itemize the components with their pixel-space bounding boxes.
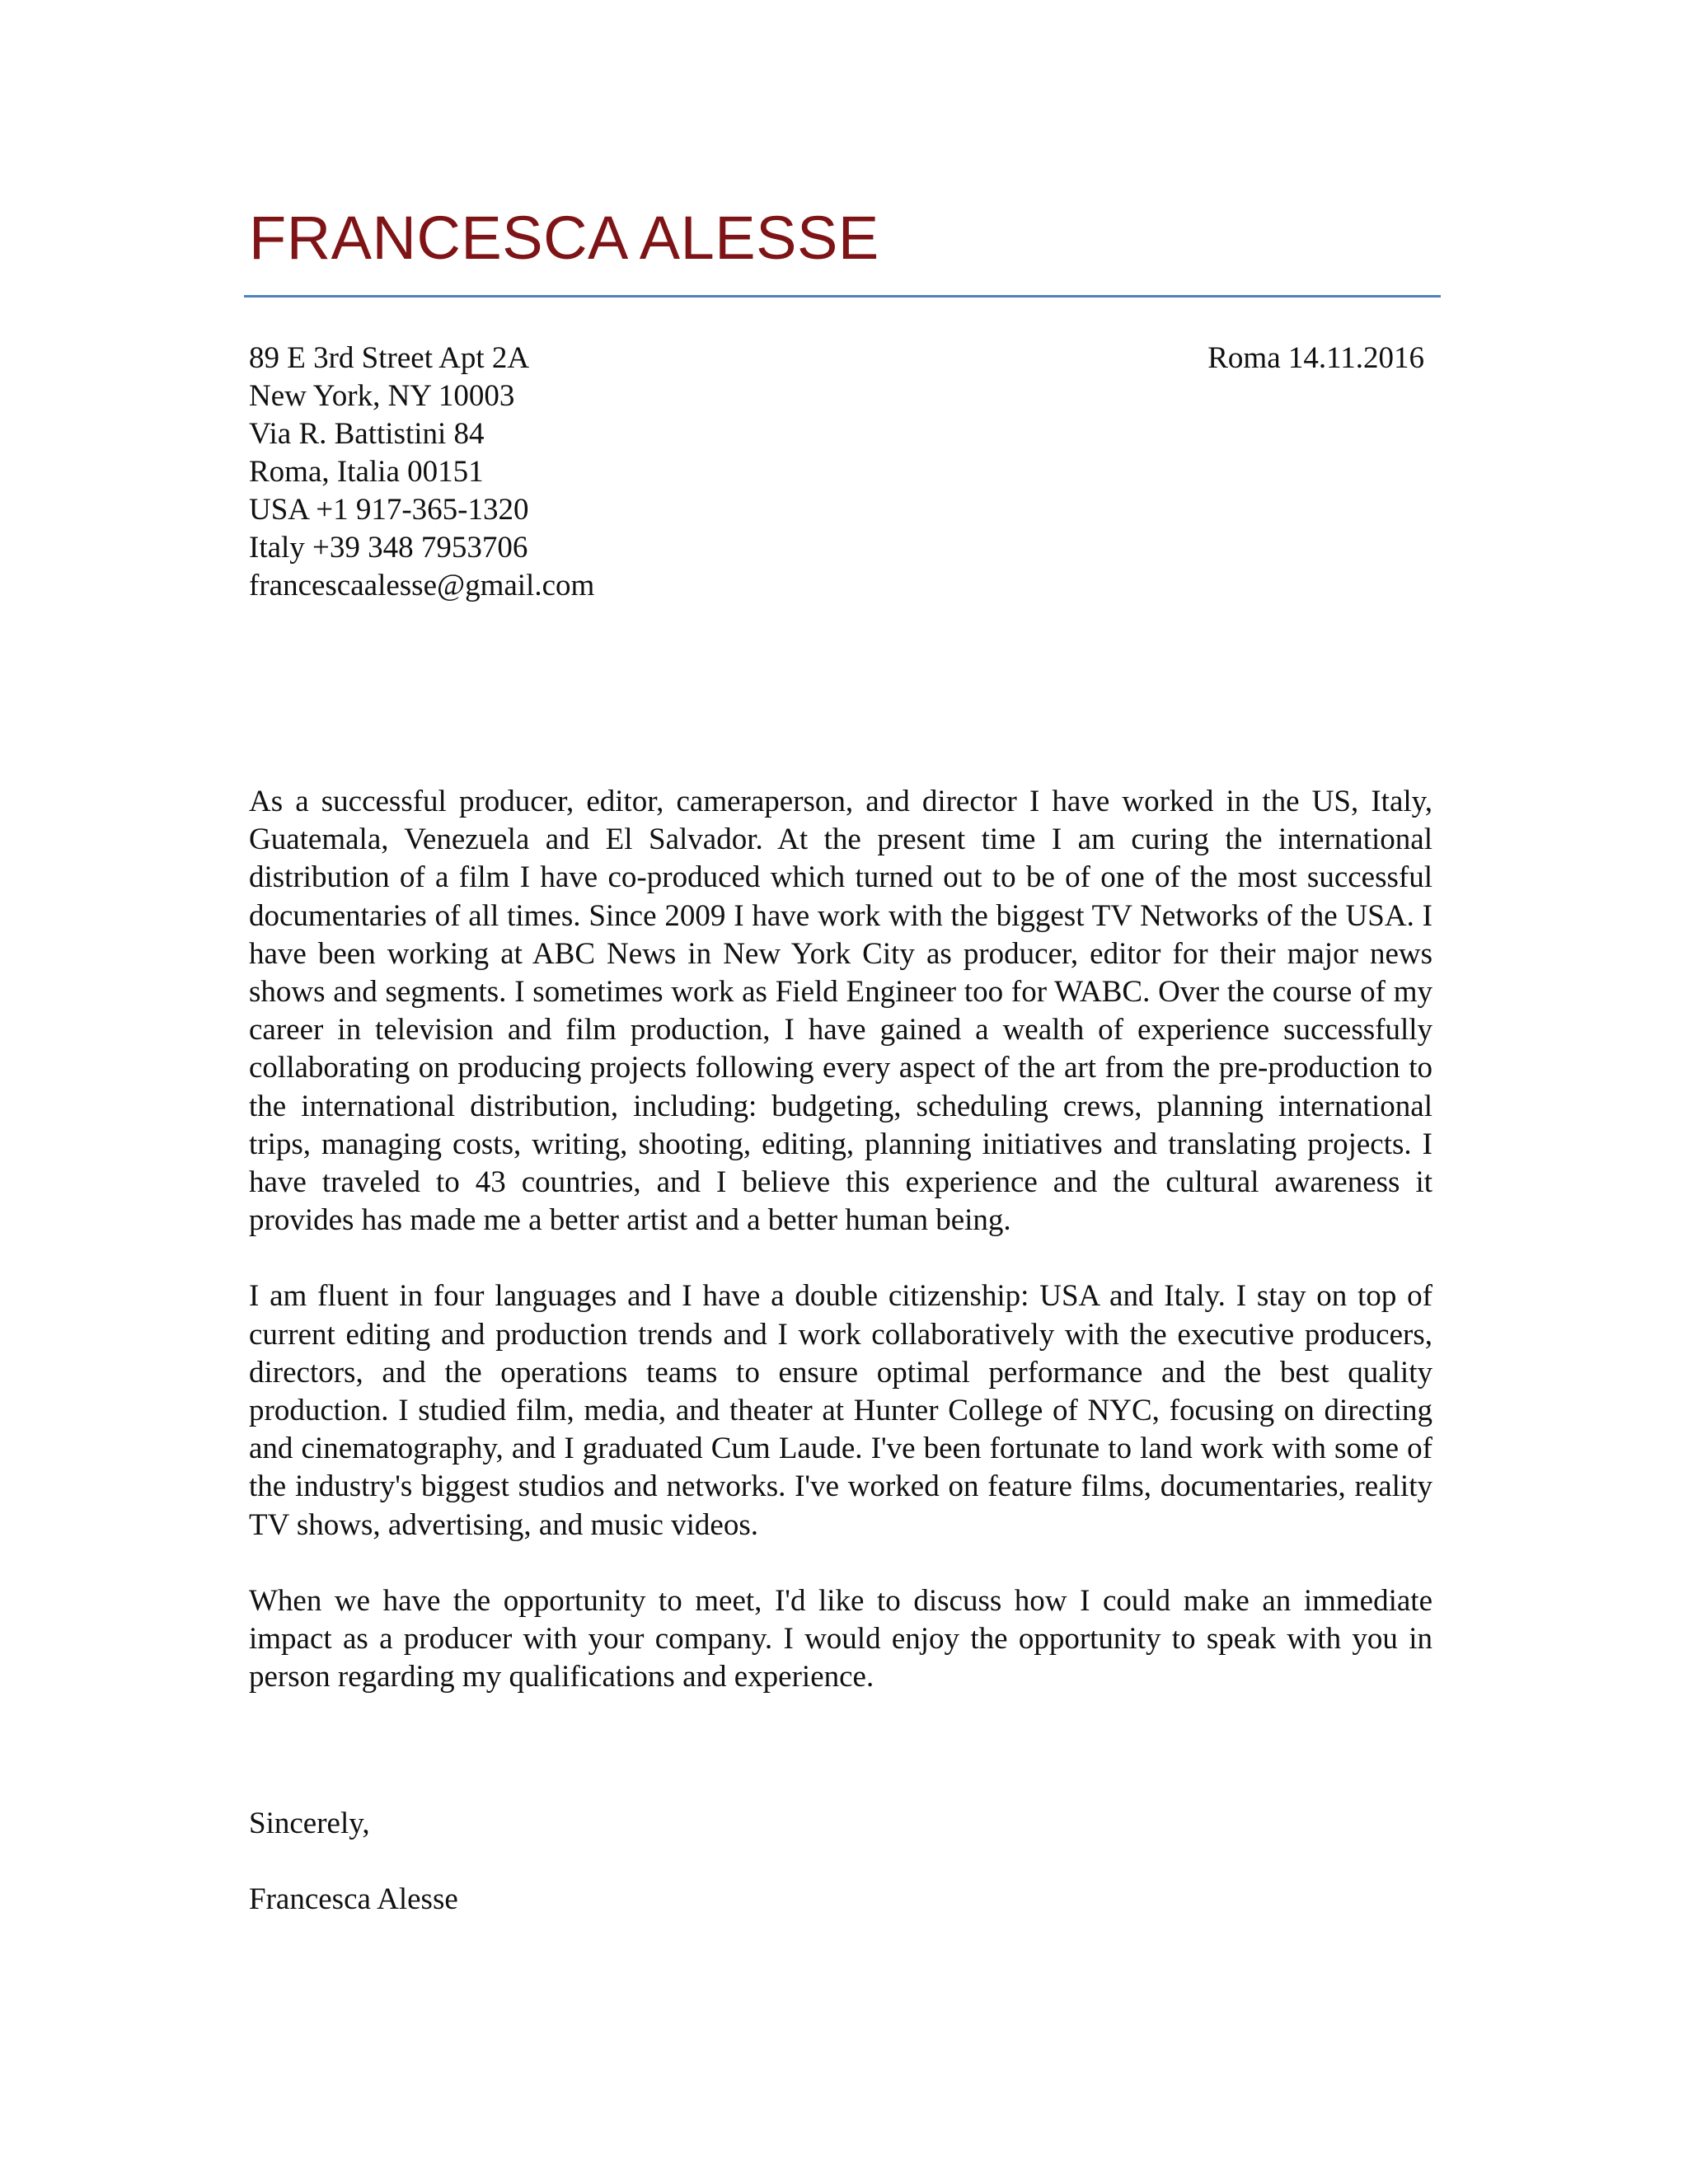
body-paragraph-experience: As a successful producer, editor, cameraperson, and director I have worked in the US, Italy, Guatemala, Venezuela and El Salvador. At the present time I am curing the international distribution of a film I have co-produced which turned out to be of one of the most successful documentaries of all times. Since 2009 I have work with the biggest TV Networks of the USA. I have been working at ABC News in New York City as producer, editor for their major news shows and segments. I sometimes work as Field Engineer too for WABC. Over the course of my career in television and film production, I have gained a wealth of experience successfully collaborating on producing projects following every aspect of the art from the pre-production to the international distribution, including: budgeting, scheduling crews, planning international trips, managing costs, writing, shooting, editing, planning initiatives and translating projects. I have traveled to 43 countries, and I believe this experience and the cultural awareness it provides has made me a better artist and a better human being. [249, 785, 1432, 1238]
sender-address-block [249, 340, 594, 605]
body-paragraph-meeting: When we have the opportunity to meet, I'd like to discuss how I could make an immediate impact as a producer with your company. I would enjoy the opportunity to speak with you in person regarding my qualifications and experience. [249, 1583, 1432, 1694]
address-line-city-rome: Roma, Italia 00151 [249, 455, 484, 489]
address-line-street-ny: 89 E 3rd Street Apt 2A [249, 341, 530, 375]
letter-date: Roma 14.11.2016 [1207, 341, 1424, 375]
address-line-city-ny: New York, NY 10003 [249, 379, 515, 413]
phone-italy: Italy +39 348 7953706 [249, 531, 528, 565]
phone-usa: USA +1 917-365-1320 [249, 493, 529, 527]
email-address: francescaalesse@gmail.com [249, 569, 595, 602]
address-line-street-rome: Via R. Battistini 84 [249, 417, 485, 451]
letter-body [249, 783, 1432, 1734]
body-paragraph-languages: I am fluent in four languages and I have a double citizenship: USA and Italy. I stay on top of current editing and production trends and I work collaboratively with the executive producers, directors, and the operations teams to ensure optimal performance and the best quality production. I studied film, media, and theater at Hunter College of NYC, focusing on directing and cinematography, and I graduated Cum Laude. I've been fortunate to land work with some of the industry's biggest studios and networks. I've worked on feature films, documentaries, reality TV shows, advertising, and music videos. [249, 1279, 1432, 1542]
letter-signature: Francesca Alesse [249, 1882, 458, 1916]
header-divider [244, 295, 1441, 298]
letter-closing: Sincerely, [249, 1807, 370, 1840]
sender-name-heading: FRANCESCA ALESSE [249, 204, 879, 272]
